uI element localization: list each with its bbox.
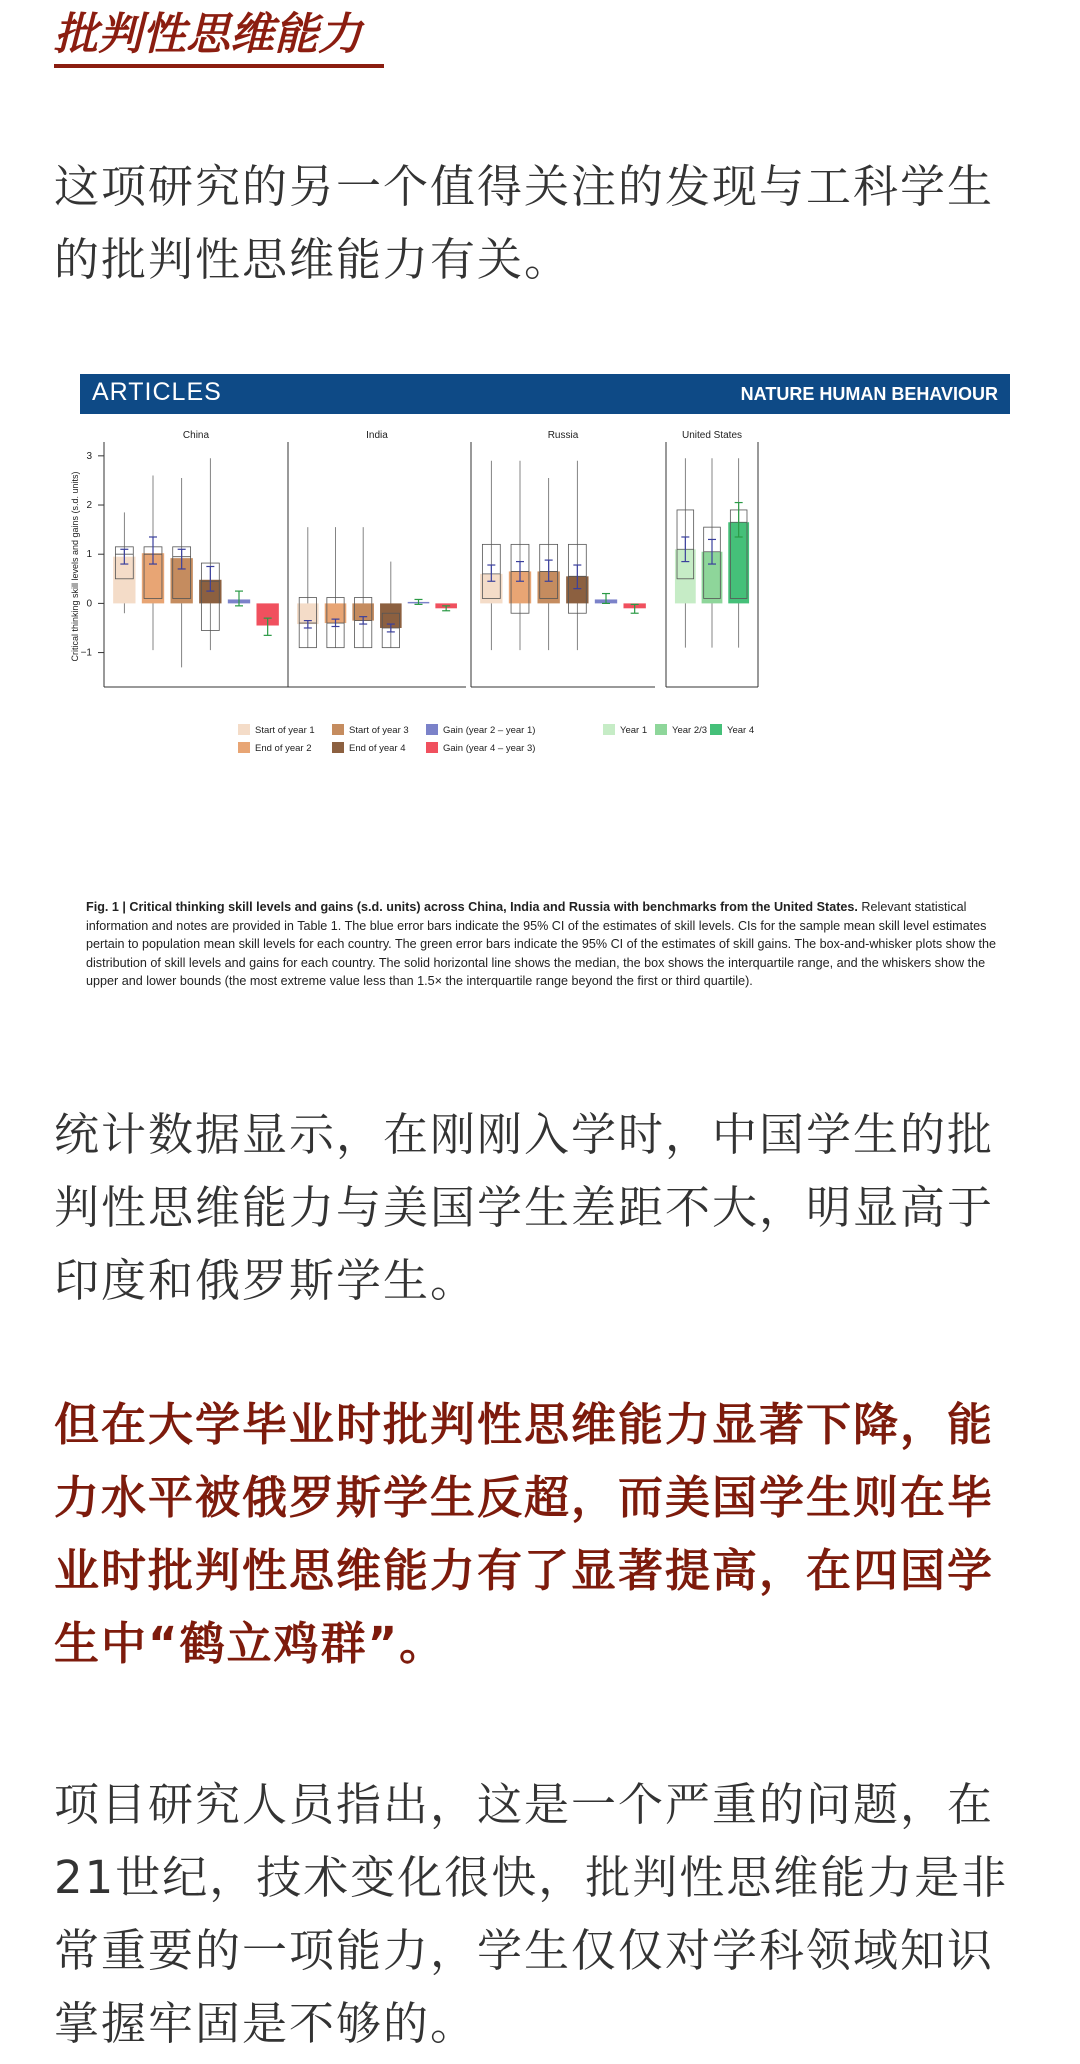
critical-thinking-chart — [70, 422, 1010, 892]
y-tick-label: 0 — [86, 598, 92, 610]
legend-swatch-us_y23 — [655, 724, 667, 735]
legend-swatch-gain_21 — [426, 724, 438, 735]
figure-header-bar — [80, 374, 1010, 414]
figure-header-journal: NATURE HUMAN BEHAVIOUR — [740, 384, 998, 404]
panel-title-united-states: United States — [681, 430, 743, 441]
legend-label-end_y4: End of year 4 — [349, 743, 406, 754]
y-tick-label: 1 — [86, 549, 92, 561]
legend-label-gain_43: Gain (year 4 – year 3) — [443, 743, 536, 754]
legend-label-gain_21: Gain (year 2 – year 1) — [443, 725, 536, 736]
panel-title-china: China — [182, 430, 210, 441]
legend-swatch-us_y4 — [710, 724, 722, 735]
panel-title-russia: Russia — [547, 430, 579, 441]
y-tick-label: −1 — [80, 647, 92, 659]
figure-header-articles: ARTICLES — [92, 378, 222, 406]
legend-swatch-gain_43 — [426, 742, 438, 753]
legend-swatch-end_y2 — [238, 742, 250, 753]
paragraph-highlight: 但在大学毕业时批判性思维能力显著下降，能力水平被俄罗斯学生反超，而美国学生则在毕业时批判性思维能力有了显著提高，在四国学生中“鹤立鸡群”。 — [54, 1398, 995, 1670]
figure-caption-body: Relevant statistical information and notes are provided in Table 1. The blue error bars indicate the 95% CI of the estimates of skill levels. CIs for the sample mean skill level estimates pertain to population mean skill levels for each country. The green error bars indicate the 95% CI of the estimates of skill gains. The box-and-whisker plots show the distribution of skill levels and gains for each country. The solid horizontal line shows the median, the box shows the interquartile range, and the whiskers show the upper and lower bounds (the most extreme value less than 1.5× the interquartile range beyond the first or third quartile). — [86, 900, 997, 989]
paragraph-stats: 统计数据显示，在刚刚入学时，中国学生的批判性思维能力与美国学生差距不大，明显高于印度和俄罗斯学生。 — [54, 1108, 995, 1307]
legend-label-us_y4: Year 4 — [727, 725, 755, 736]
legend-label-end_y2: End of year 2 — [255, 743, 312, 754]
y-tick-label: 3 — [86, 450, 92, 462]
paragraph-conclusion: 项目研究人员指出，这是一个严重的问题，在21世纪，技术变化很快，批判性思维能力是非常重要的一项能力，学生仅仅对学科领域知识掌握牢固是不够的。 — [54, 1778, 1009, 2050]
paragraph-intro: 这项研究的另一个值得关注的发现与工科学生的批判性思维能力有关。 — [54, 160, 995, 286]
legend-label-us_y1: Year 1 — [620, 725, 648, 736]
figure-caption-title: Fig. 1 | Critical thinking skill levels and gains (s.d. units) across China, India and Russia with benchmarks from the United States. — [86, 900, 858, 914]
figure-image — [70, 372, 1010, 1012]
legend-label-us_y23: Year 2/3 — [672, 725, 708, 736]
section-heading: 批判性思维能力 — [54, 9, 362, 60]
heading-underline — [54, 64, 384, 68]
legend-swatch-end_y4 — [332, 742, 344, 753]
y-axis-label: Critical thinking skill levels and gains (s.d. units) — [70, 471, 80, 662]
legend-swatch-us_y1 — [603, 724, 615, 735]
legend-swatch-start_y1 — [238, 724, 250, 735]
legend-swatch-start_y3 — [332, 724, 344, 735]
legend-label-start_y3: Start of year 3 — [349, 725, 409, 736]
panel-title-india: India — [366, 430, 388, 441]
legend-label-start_y1: Start of year 1 — [255, 725, 315, 736]
figure-caption — [86, 898, 1006, 991]
y-tick-label: 2 — [86, 500, 92, 512]
